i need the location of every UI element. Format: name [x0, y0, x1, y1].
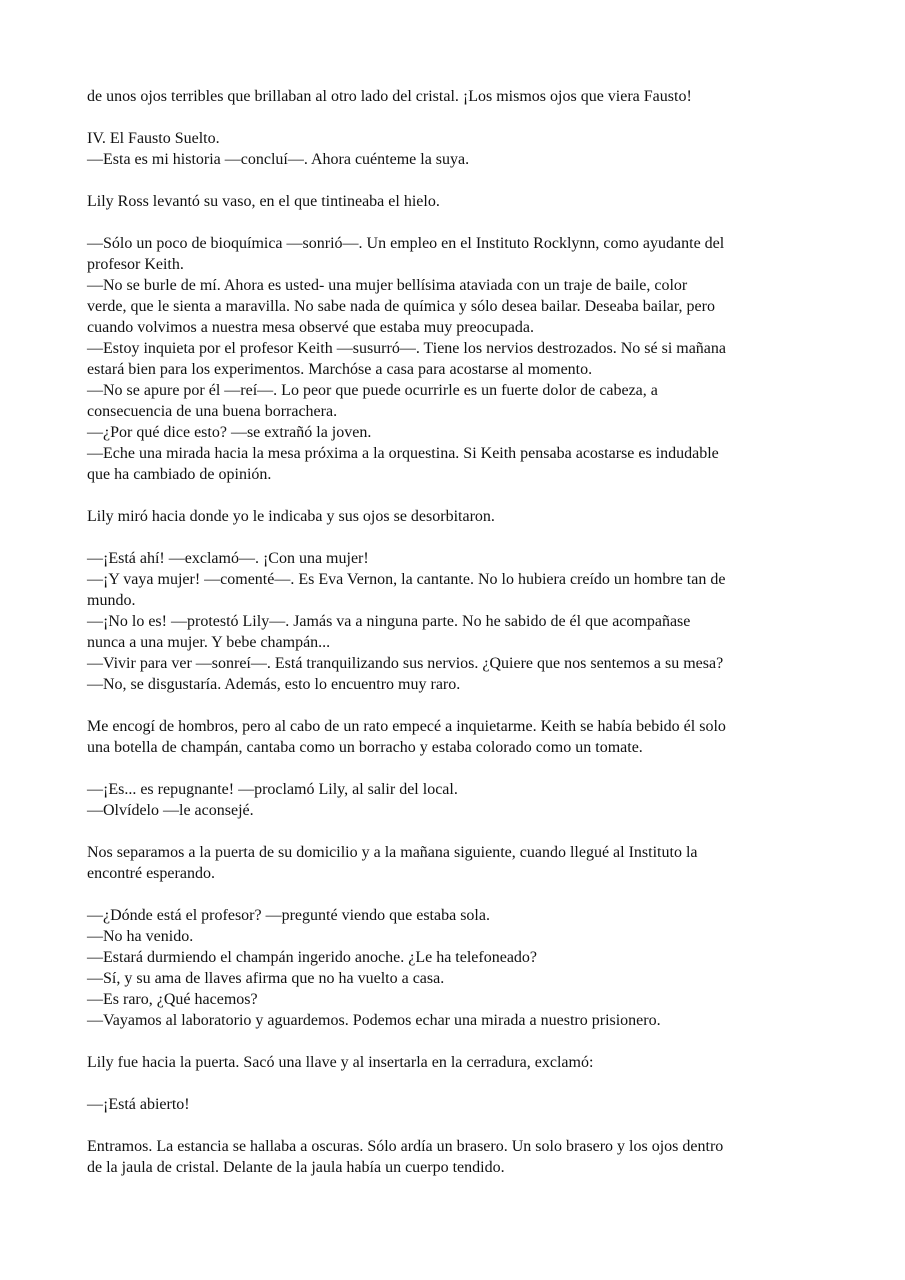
- paragraph: [87, 905, 822, 1031]
- paragraph-gap: [87, 170, 822, 191]
- text-line: —¡Es... es repugnante! —proclamó Lily, al salir del local.: [87, 781, 458, 798]
- text-line: —Olvídelo —le aconsejé.: [87, 802, 254, 819]
- paragraph: [87, 233, 822, 485]
- paragraph-gap: [87, 1073, 822, 1094]
- paragraph: [87, 548, 822, 695]
- text-line: —No se burle de mí. Ahora es usted- una mujer bellísima ataviada con un traje de baile, color: [87, 277, 688, 294]
- paragraph: [87, 716, 822, 758]
- text-line: Nos separamos a la puerta de su domicilio y a la mañana siguiente, cuando llegué al Instituto la: [87, 844, 698, 861]
- text-line: estará bien para los experimentos. Marchóse a casa para acostarse al momento.: [87, 361, 593, 378]
- text-line: nunca a una mujer. Y bebe champán...: [87, 634, 331, 651]
- text-line: Me encogí de hombros, pero al cabo de un rato empecé a inquietarme. Keith se había bebido él solo: [87, 718, 726, 735]
- paragraph: [87, 86, 822, 107]
- text-line: —Es raro, ¿Qué hacemos?: [87, 991, 258, 1008]
- paragraph: [87, 191, 822, 212]
- text-line: consecuencia de una buena borrachera.: [87, 403, 338, 420]
- paragraph: [87, 779, 822, 821]
- paragraph: [87, 506, 822, 527]
- text-line: de la jaula de cristal. Delante de la jaula había un cuerpo tendido.: [87, 1159, 505, 1176]
- text-line: —¡Y vaya mujer! —comenté—. Es Eva Vernon, la cantante. No lo hubiera creído un hombre tan de: [87, 571, 726, 588]
- paragraph: [87, 1094, 822, 1115]
- paragraph-gap: [87, 884, 822, 905]
- text-line: IV. El Fausto Suelto.: [87, 130, 220, 147]
- text-line: —¡No lo es! —protestó Lily—. Jamás va a ninguna parte. No he sabido de él que acompañase: [87, 613, 691, 630]
- paragraph-gap: [87, 1031, 822, 1052]
- text-line: una botella de champán, cantaba como un borracho y estaba colorado como un tomate.: [87, 739, 643, 756]
- text-line: —No, se disgustaría. Además, esto lo encuentro muy raro.: [87, 676, 461, 693]
- text-line: Lily Ross levantó su vaso, en el que tintineaba el hielo.: [87, 193, 440, 210]
- text-line: —Vayamos al laboratorio y aguardemos. Podemos echar una mirada a nuestro prisionero.: [87, 1012, 661, 1029]
- text-line: verde, que le sienta a maravilla. No sabe nada de química y sólo desea bailar. Deseaba bailar, pero: [87, 298, 715, 315]
- paragraph: [87, 842, 822, 884]
- text-line: —No se apure por él —reí—. Lo peor que puede ocurrirle es un fuerte dolor de cabeza, a: [87, 382, 658, 399]
- text-line: profesor Keith.: [87, 256, 184, 273]
- text-line: Lily miró hacia donde yo le indicaba y sus ojos se desorbitaron.: [87, 508, 495, 525]
- text-line: —Esta es mi historia —concluí—. Ahora cuénteme la suya.: [87, 151, 470, 168]
- text-line: —Sí, y su ama de llaves afirma que no ha vuelto a casa.: [87, 970, 445, 987]
- paragraph-gap: [87, 695, 822, 716]
- paragraph: [87, 1052, 822, 1073]
- document-page: [87, 86, 822, 1178]
- text-line: —Estará durmiendo el champán ingerido anoche. ¿Le ha telefoneado?: [87, 949, 538, 966]
- text-line: —¿Por qué dice esto? —se extrañó la joven.: [87, 424, 372, 441]
- paragraph-gap: [87, 107, 822, 128]
- text-line: —Eche una mirada hacia la mesa próxima a la orquestina. Si Keith pensaba acostarse es indudable: [87, 445, 719, 462]
- paragraph: [87, 128, 822, 170]
- paragraph-gap: [87, 485, 822, 506]
- paragraph-gap: [87, 821, 822, 842]
- text-line: —Vivir para ver —sonreí—. Está tranquilizando sus nervios. ¿Quiere que nos sentemos a su mesa?: [87, 655, 724, 672]
- text-line: encontré esperando.: [87, 865, 215, 882]
- text-line: —¡Está abierto!: [87, 1096, 190, 1113]
- text-line: Lily fue hacia la puerta. Sacó una llave y al insertarla en la cerradura, exclamó:: [87, 1054, 594, 1071]
- text-line: —¿Dónde está el profesor? —pregunté viendo que estaba sola.: [87, 907, 490, 924]
- paragraph: [87, 1136, 822, 1178]
- paragraph-gap: [87, 758, 822, 779]
- paragraph-gap: [87, 527, 822, 548]
- paragraph-gap: [87, 212, 822, 233]
- text-line: Entramos. La estancia se hallaba a oscuras. Sólo ardía un brasero. Un solo brasero y los ojos dentro: [87, 1138, 724, 1155]
- text-line: —Estoy inquieta por el profesor Keith —susurró—. Tiene los nervios destrozados. No sé si mañana: [87, 340, 727, 357]
- text-line: —Sólo un poco de bioquímica —sonrió—. Un empleo en el Instituto Rocklynn, como ayudante del: [87, 235, 725, 252]
- text-line: mundo.: [87, 592, 136, 609]
- paragraph-gap: [87, 1115, 822, 1136]
- text-line: —No ha venido.: [87, 928, 194, 945]
- text-line: —¡Está ahí! —exclamó—. ¡Con una mujer!: [87, 550, 369, 567]
- text-line: que ha cambiado de opinión.: [87, 466, 272, 483]
- text-line: de unos ojos terribles que brillaban al otro lado del cristal. ¡Los mismos ojos que viera Fausto!: [87, 88, 692, 105]
- text-line: cuando volvimos a nuestra mesa observé que estaba muy preocupada.: [87, 319, 534, 336]
